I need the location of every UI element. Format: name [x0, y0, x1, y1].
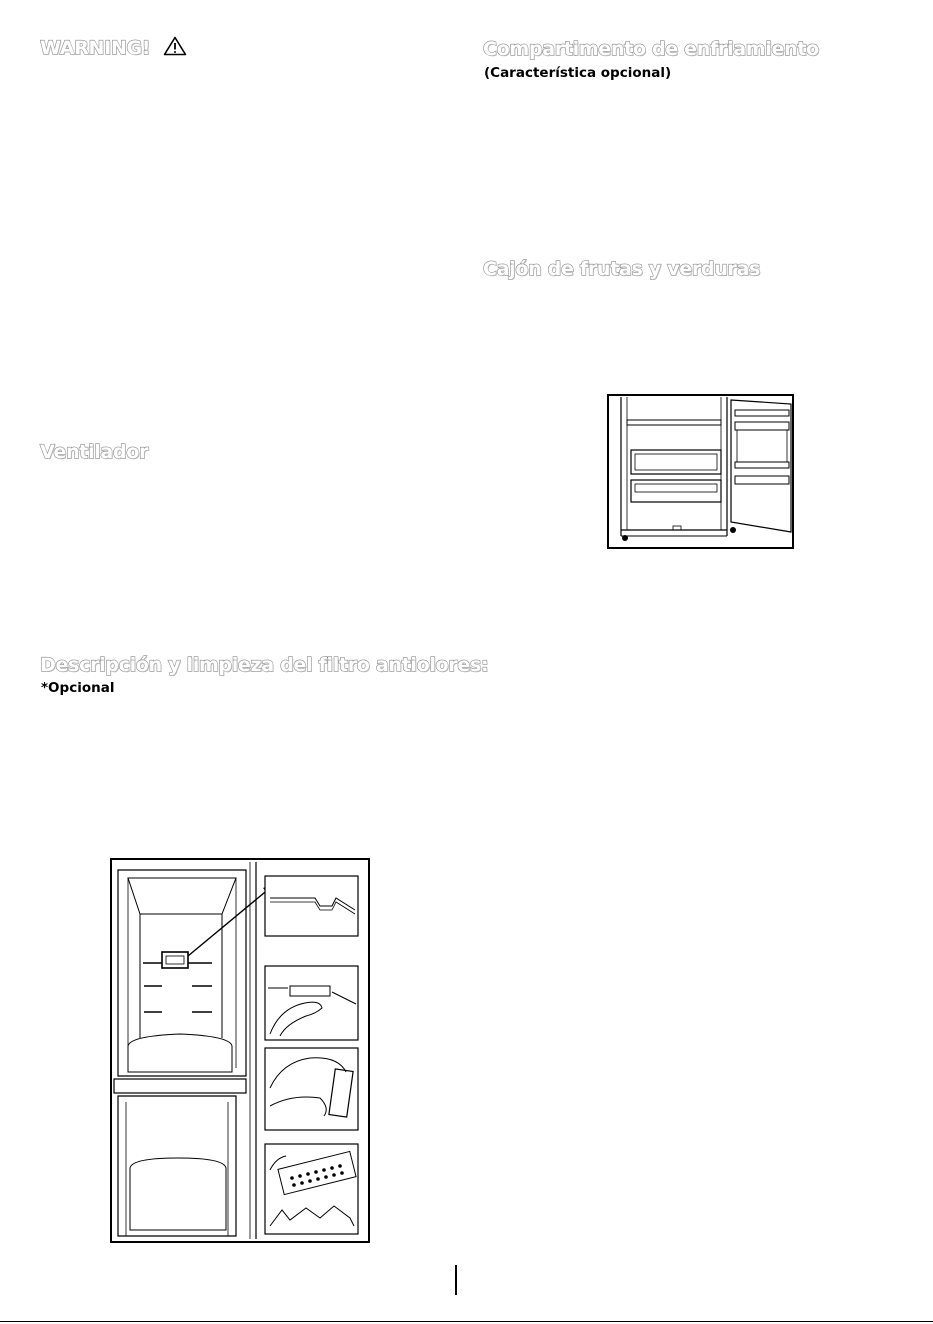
fan-heading: Ventilador: [40, 441, 149, 463]
chill-compartment-subheading: (Característica opcional): [484, 65, 672, 81]
chill-compartment-heading: Compartimento de enfriamiento: [483, 38, 819, 60]
warning-triangle-icon: [163, 36, 187, 56]
warning-heading: [40, 36, 187, 59]
warning-title: WARNING!: [40, 37, 151, 59]
crisper-illustration: [607, 394, 794, 549]
filter-heading: Descripción y limpieza del filtro antiolores:: [40, 654, 489, 676]
crisper-heading: Cajón de frutas y verduras: [483, 258, 761, 280]
filter-illustration: [110, 858, 370, 1243]
filter-subheading: *Opcional: [41, 680, 115, 696]
page-bottom-rule: [0, 1321, 933, 1322]
page-divider-mark: [455, 1265, 457, 1295]
